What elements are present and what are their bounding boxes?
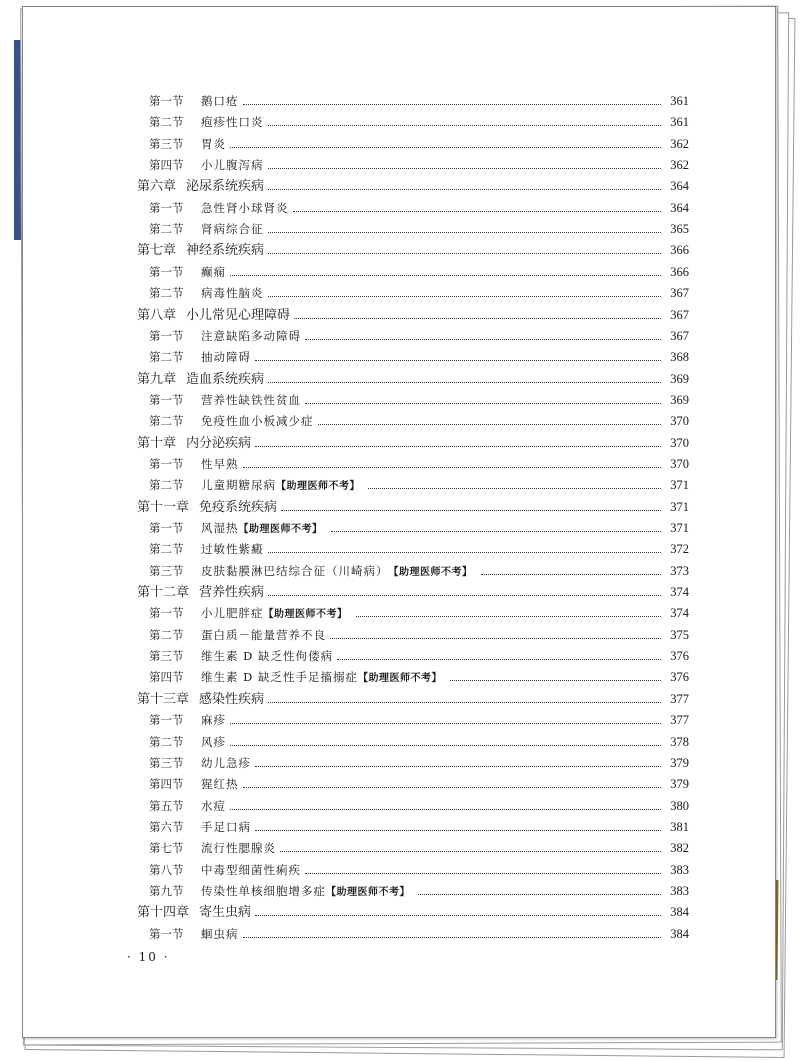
toc-entry-number: 第十二章 [137, 585, 190, 601]
toc-entry-number: 第二节 [149, 115, 184, 130]
toc-entry-title: 幼儿急疹 [201, 755, 251, 770]
toc-page-number: 369 [670, 371, 689, 386]
toc-entry-title: 注意缺陷多动障碍 [201, 328, 301, 343]
toc-dot-leader [243, 103, 662, 105]
page-folio: · 10 · [127, 950, 170, 964]
toc-page-number: 366 [670, 264, 689, 279]
toc-dot-leader [255, 445, 661, 447]
toc-entry-number: 第一节 [149, 456, 184, 471]
toc-page-number: 384 [670, 926, 689, 941]
toc-entry-title: 麻疹 [201, 713, 226, 728]
toc-entry-number: 第十章 [137, 435, 177, 451]
toc-dot-leader [356, 615, 662, 617]
toc-entry-number: 第三节 [149, 136, 184, 151]
toc-entry-title: 免疫性血小板减少症 [201, 414, 314, 429]
toc-entry-note: 【助理医师不考】 [326, 886, 410, 898]
toc-entry-number: 第一节 [149, 392, 184, 407]
toc-dot-leader [268, 381, 661, 383]
toc-dot-leader [230, 722, 661, 724]
toc-section-row [149, 561, 689, 581]
toc-page-number: 379 [670, 777, 689, 792]
toc-page-number: 364 [670, 200, 689, 215]
toc-entry-number: 第一节 [149, 713, 184, 728]
toc-entry-number: 第一节 [149, 264, 184, 279]
toc-page-number: 367 [670, 286, 689, 301]
toc-page-number: 372 [670, 542, 689, 557]
toc-page-number: 377 [670, 691, 689, 706]
toc-entry-number: 第二节 [149, 478, 184, 493]
toc-page-number: 361 [670, 94, 689, 108]
toc-page-number: 382 [670, 841, 689, 856]
toc-section-row [149, 646, 689, 666]
toc-entry-number: 第一节 [149, 521, 184, 535]
toc-dot-leader [368, 487, 661, 489]
toc-page-number: 371 [670, 478, 689, 493]
toc-dot-leader [268, 231, 662, 233]
toc-page-number: 362 [670, 158, 689, 173]
toc-dot-leader [255, 914, 661, 916]
toc-section-row [149, 283, 689, 303]
toc-dot-leader [243, 936, 662, 938]
toc-section-row [149, 347, 689, 367]
toc-section-row [149, 198, 689, 218]
toc-dot-leader [230, 274, 661, 276]
toc-entry-number: 第十一章 [137, 499, 190, 515]
toc-page-number: 370 [670, 456, 689, 471]
toc-section-row [149, 860, 689, 880]
toc-dot-leader [243, 786, 662, 788]
toc-page-number: 366 [670, 243, 689, 258]
toc-entry-title: 鹅口疮 [201, 94, 239, 108]
toc-section-row [149, 539, 689, 559]
toc-page-number: 368 [670, 350, 689, 365]
toc-entry-title: 感染性疾病 [199, 691, 265, 707]
toc-dot-leader [243, 466, 662, 468]
toc-chapter-row [137, 369, 689, 389]
toc-section-row [149, 774, 689, 794]
toc-entry-number: 第三节 [149, 563, 184, 578]
toc-entry-number: 第二节 [149, 222, 184, 237]
toc-entry-number: 第十四章 [137, 905, 190, 921]
toc-section-row [149, 155, 689, 175]
toc-entry-number: 第一节 [149, 328, 184, 343]
toc-entry-title: 癫痫 [201, 264, 226, 279]
toc-page-number: 375 [670, 627, 689, 642]
toc-chapter-row [137, 433, 689, 453]
toc-entry-title: 小儿腹泻病 [201, 158, 264, 173]
toc-entry-number: 第八章 [137, 307, 177, 323]
toc-dot-leader [330, 637, 661, 639]
toc-dot-leader [318, 423, 662, 425]
toc-page-number: 378 [670, 734, 689, 749]
toc-entry-note: 【助理医师不考】 [263, 609, 348, 621]
toc-entry-title: 寄生虫病 [199, 905, 252, 921]
toc-dot-leader [305, 402, 661, 404]
toc-page-number: 362 [670, 136, 689, 151]
toc-entry-number: 第一节 [149, 606, 184, 621]
toc-entry-title: 内分泌疾病 [186, 435, 252, 451]
toc-entry-title: 手足口病 [201, 819, 251, 834]
toc-page-number: 374 [670, 606, 689, 621]
toc-page-number: 377 [670, 713, 689, 728]
toc-page-number: 374 [670, 585, 689, 600]
toc-dot-leader [268, 701, 661, 703]
toc-entry-title: 风疹 [201, 734, 226, 749]
toc-dot-leader [230, 744, 661, 746]
toc-entry-number: 第二节 [149, 542, 184, 557]
toc-page-number: 376 [670, 670, 689, 685]
toc-dot-leader [281, 509, 661, 511]
toc-section-row [149, 817, 689, 837]
toc-dot-leader [280, 850, 661, 852]
toc-page-number: 371 [670, 521, 689, 535]
toc-entry-title: 营养性疾病 [199, 585, 265, 601]
toc-section-row [149, 732, 689, 752]
toc-section-row [149, 112, 689, 132]
toc-page-number: 367 [670, 328, 689, 343]
toc-entry-number: 第二节 [149, 350, 184, 365]
toc-entry-number: 第十三章 [137, 691, 190, 707]
toc-entry-number: 第五节 [149, 798, 184, 813]
toc-entry-title: 急性肾小球肾炎 [201, 200, 289, 215]
toc-entry-number: 第二节 [149, 414, 184, 429]
toc-entry-title: 中毒型细菌性痢疾 [201, 862, 301, 877]
toc-entry-note: 【助理医师不考】 [276, 481, 360, 493]
toc-entry-number: 第八节 [149, 862, 184, 877]
toc-dot-leader [294, 317, 661, 319]
toc-entry-title: 水痘 [201, 798, 226, 813]
toc-dot-leader [305, 338, 661, 340]
toc-chapter-row [137, 582, 689, 602]
toc-entry-title: 小儿肥胖症 [201, 606, 264, 621]
toc-entry-note: 【助理医师不考】 [238, 524, 323, 535]
toc-dot-leader [268, 252, 661, 254]
toc-dot-leader [255, 829, 661, 831]
toc-chapter-row [137, 902, 689, 922]
toc-entry-title: 流行性腮腺炎 [201, 841, 276, 856]
toc-entry-title: 神经系统疾病 [186, 243, 265, 259]
toc-section-row [149, 91, 689, 111]
toc-dot-leader [268, 124, 662, 126]
toc-entry-title: 皮肤黏膜淋巴结综合征（川崎病） [201, 563, 389, 578]
toc-dot-leader [337, 658, 661, 660]
toc-dot-leader [268, 295, 662, 297]
toc-page-number: 376 [670, 649, 689, 664]
toc-entry-title: 胃炎 [201, 136, 226, 151]
toc-entry-number: 第七章 [137, 243, 177, 259]
toc-dot-leader [230, 146, 661, 148]
toc-section-row [149, 390, 689, 410]
toc-section-row [149, 219, 689, 239]
toc-entry-title: 疱疹性口炎 [201, 115, 264, 130]
toc-entry-title: 儿童期糖尿病 [201, 478, 276, 493]
toc-page-number: 371 [670, 499, 689, 514]
toc-page-number: 383 [670, 862, 689, 877]
toc-entry-number: 第二节 [149, 286, 184, 301]
toc-entry-note: 【助理医师不考】 [388, 566, 473, 578]
toc-section-row [149, 753, 689, 773]
toc-page-number: 381 [670, 819, 689, 834]
toc-section-row [149, 518, 689, 538]
toc-dot-leader [255, 765, 661, 767]
toc-section-row [149, 326, 689, 346]
toc-section-row [149, 796, 689, 816]
toc-entry-number: 第四节 [149, 670, 184, 685]
toc-page-number: 367 [670, 307, 689, 322]
toc-section-row [149, 411, 689, 431]
toc-page-number: 369 [670, 392, 689, 407]
toc-page-number: 384 [670, 905, 689, 920]
toc-page-number: 373 [670, 563, 689, 578]
toc-page-number: 370 [670, 435, 689, 450]
toc-entry-title: 性早熟 [201, 456, 239, 471]
toc-section-row [149, 710, 689, 730]
toc-entry-title: 风湿热 [201, 521, 239, 535]
toc-chapter-row [137, 497, 689, 517]
toc-entry-number: 第六章 [137, 179, 177, 195]
toc-chapter-row [137, 176, 689, 196]
toc-dot-leader [268, 167, 662, 169]
toc-entry-title: 肾病综合征 [201, 222, 264, 237]
toc-entry-number: 第七节 [149, 841, 184, 856]
toc-dot-leader [293, 210, 662, 212]
toc-section-row [149, 134, 689, 154]
toc-entry-number: 第九节 [149, 883, 184, 898]
toc-section-row [149, 262, 689, 282]
toc-page-number: 380 [670, 798, 689, 813]
toc-section-row [149, 667, 689, 687]
toc-section-row [149, 454, 689, 474]
toc-section-row [149, 625, 689, 645]
toc-entry-title: 抽动障碍 [201, 350, 251, 365]
toc-section-row [149, 603, 689, 623]
toc-dot-leader [268, 551, 662, 553]
toc-section-row [149, 924, 689, 944]
toc-dot-leader [255, 359, 661, 361]
toc-dot-leader [481, 573, 662, 575]
toc-dot-leader [331, 530, 662, 532]
toc-entry-number: 第六节 [149, 819, 184, 834]
toc-page-number: 361 [670, 115, 689, 130]
toc-dot-leader [230, 808, 661, 810]
toc-entry-number: 第一节 [149, 200, 184, 215]
toc-entry-number: 第三节 [149, 755, 184, 770]
toc-dot-leader [268, 188, 661, 190]
toc-dot-leader [418, 893, 661, 895]
toc-entry-number: 第九章 [137, 371, 177, 387]
toc-section-row [149, 881, 689, 901]
toc-entry-title: 病毒性脑炎 [201, 286, 264, 301]
toc-page-number: 364 [670, 179, 689, 194]
toc-entry-title: 小儿常见心理障碍 [186, 307, 291, 323]
toc-chapter-row [137, 689, 689, 709]
toc-entry-number: 第二节 [149, 734, 184, 749]
toc-entry-title: 维生素 D 缺乏性佝偻病 [201, 649, 334, 664]
toc-entry-title: 泌尿系统疾病 [186, 179, 265, 195]
toc-chapter-row [137, 305, 689, 325]
toc-chapter-row [137, 240, 689, 260]
toc-page-number: 365 [670, 222, 689, 237]
toc-entry-number: 第一节 [149, 94, 184, 108]
toc-entry-title: 维生素 D 缺乏性手足搐搦症 [201, 670, 359, 685]
toc-entry-title: 营养性缺铁性贫血 [201, 392, 301, 407]
toc-entry-number: 第四节 [149, 777, 184, 792]
toc-entry-number: 第二节 [149, 627, 184, 642]
toc-entry-title: 蛔虫病 [201, 926, 239, 941]
toc-section-row [149, 475, 689, 495]
toc-dot-leader [305, 872, 661, 874]
toc-entry-title: 猩红热 [201, 777, 239, 792]
toc-entry-title: 传染性单核细胞增多症 [201, 883, 326, 898]
toc-entry-title: 过敏性紫癜 [201, 542, 264, 557]
toc-dot-leader [268, 594, 661, 596]
toc-section-row [149, 838, 689, 858]
toc-page-number: 370 [670, 414, 689, 429]
toc-entry-number: 第一节 [149, 926, 184, 941]
toc-page-number: 383 [670, 883, 689, 898]
toc-entry-title: 蛋白质－能量营养不良 [201, 627, 326, 642]
toc-dot-leader [450, 679, 661, 681]
toc-entry-title: 造血系统疾病 [186, 371, 265, 387]
toc-entry-title: 免疫系统疾病 [199, 499, 278, 515]
toc-entry-number: 第三节 [149, 649, 184, 664]
toc-page-number: 379 [670, 755, 689, 770]
document-page [22, 6, 776, 1038]
toc-entry-number: 第四节 [149, 158, 184, 173]
toc-entry-note: 【助理医师不考】 [358, 673, 443, 685]
